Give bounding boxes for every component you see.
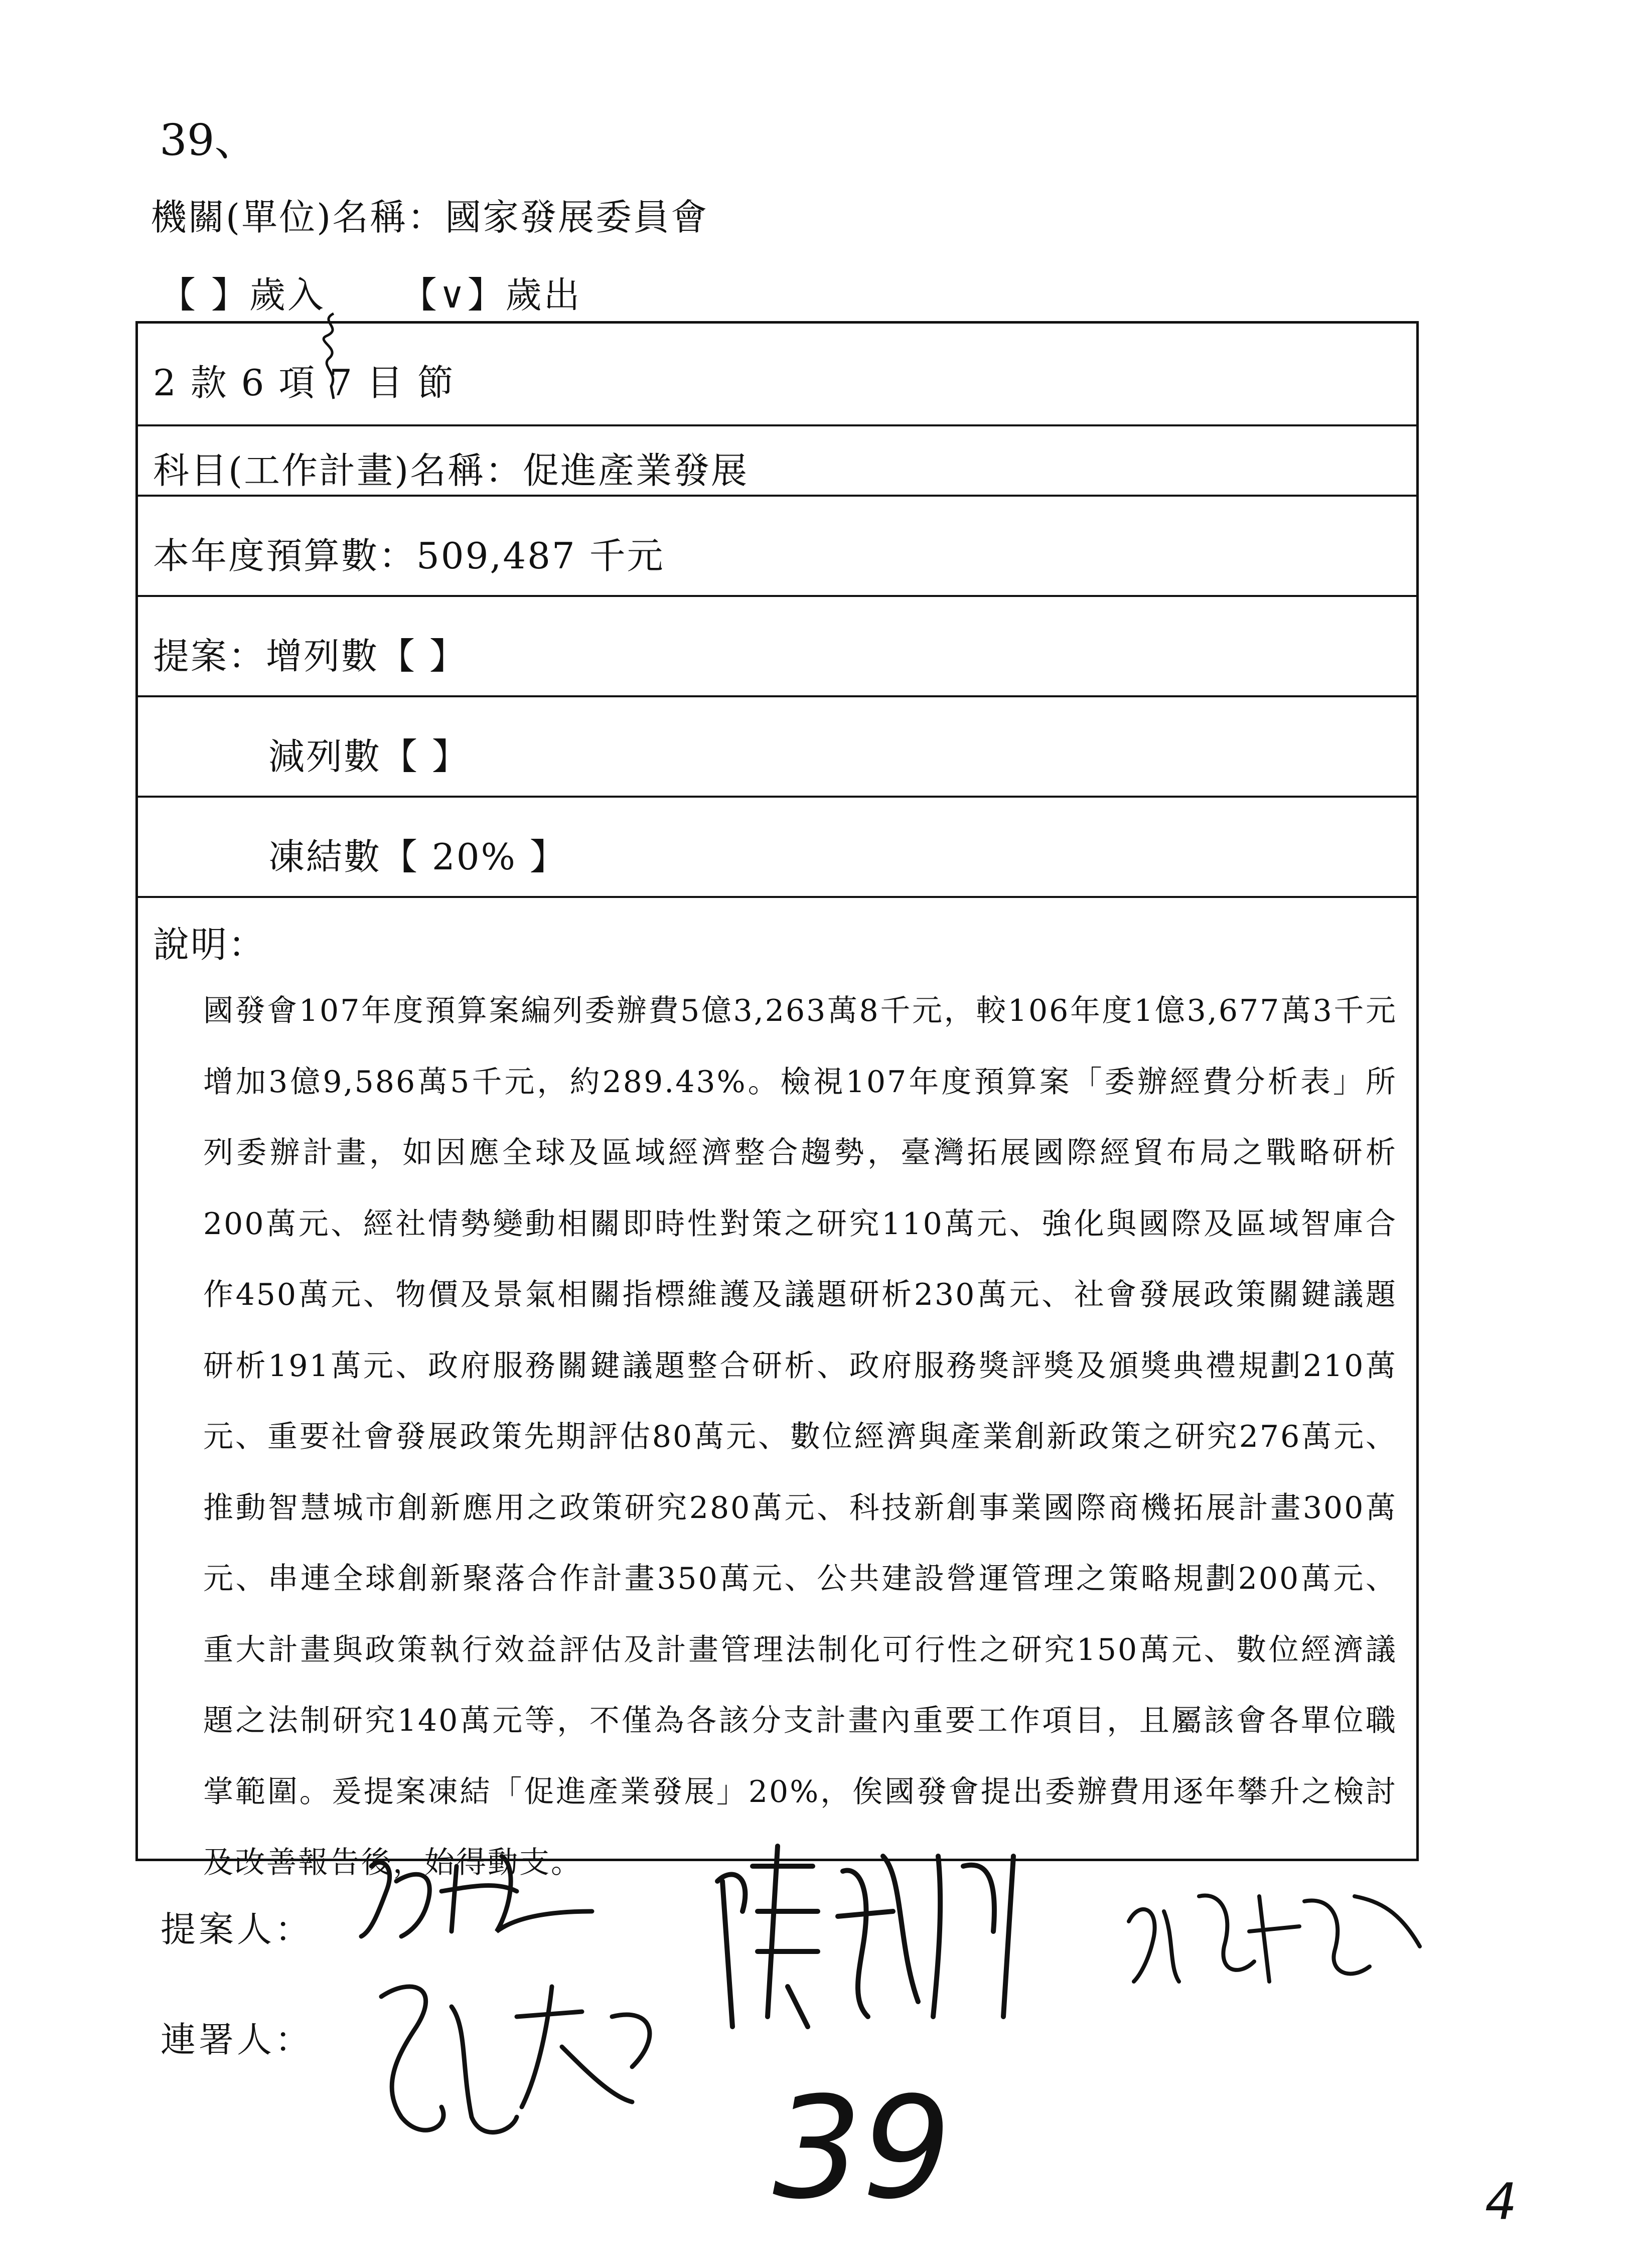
proposal-form bbox=[135, 321, 1419, 1880]
page-number: 4 bbox=[1485, 2172, 1517, 2231]
agency-name: 機關(單位)名稱：國家發展委員會 bbox=[151, 196, 709, 238]
budget-row bbox=[138, 497, 1416, 597]
proposer-signature bbox=[351, 1836, 612, 1956]
description-label: 說明： bbox=[153, 924, 266, 966]
expenditure-checkbox-label: 【∨】歲出 bbox=[400, 274, 582, 316]
freeze-row bbox=[138, 798, 1416, 898]
cosigner-label: 連署人： bbox=[161, 2019, 313, 2060]
budget-amount: 本年度預算數：509,487 千元 bbox=[153, 535, 665, 577]
section-text: 2 款 6 項 7 目 節 bbox=[153, 362, 455, 404]
increase-row bbox=[138, 597, 1416, 697]
decrease-row bbox=[138, 697, 1416, 798]
freeze-field: 凍結數【 20% 】 bbox=[268, 836, 567, 878]
program-name: 科目(工作計畫)名稱：促進產業發展 bbox=[153, 449, 749, 492]
revenue-checkbox-label: 【 】歲入 bbox=[160, 274, 326, 316]
handwritten-number: 39 bbox=[773, 2067, 952, 2230]
program-row bbox=[138, 426, 1416, 497]
correction-scribble-icon bbox=[314, 311, 349, 401]
cosigner-signature-3 bbox=[1119, 1866, 1430, 1997]
budget-type-line bbox=[160, 266, 582, 318]
item-number: 39、 bbox=[160, 115, 258, 166]
cosigner-signature-1 bbox=[351, 1956, 672, 2157]
proposer-label: 提案人： bbox=[161, 1909, 313, 1950]
description-text: 國發會107年度預算案編列委辦費5億3,263萬8千元，較106年度1億3,677萬3千元 增加3億9,586萬5千元，約289.43%。檢視107年度預算案「委辦經費分析表」所列委辦計畫，如因應全球及區域經濟整合趨勢，臺灣拓展國際經貿布局之戰略研析200萬元、經社情勢變動相關即時性對策之研究110萬元、強化與國際及區域智庫合作450萬元、物價及景氣相關指標維護及議題研析230萬元、社會發展政策關鍵議題研析191萬元、政府服務關鍵議題整合研析、政府服務獎評獎及頒獎典禮規劃210萬元、重要社會發展政策先期評估80萬元、數位經濟與產業創新政策之研究276萬元、推動智慧城市創新應用之政策研究280萬元、科技新創事業國際商機拓展計畫300萬元、串連全球創新聚落合作計畫350萬元、公共建設營運管理之策略規劃200萬元、重大計畫與政策執行效益評估及計畫管理法制化可行性之研究150萬元、數位經濟議題之法制研究140萬元等，不僅為各該分支計畫內重要工作項目，且屬該會各單位職掌範圍。爰提案凍結「促進產業發展」20%，俟國發會提出委辦費用逐年攀升之檢討及改善報告後，始得動支。 bbox=[203, 993, 1397, 1880]
increase-field: 提案：增列數【 】 bbox=[153, 635, 467, 677]
cosigner-signature-2 bbox=[702, 1836, 1054, 2037]
decrease-field: 減列數【 】 bbox=[268, 735, 470, 778]
